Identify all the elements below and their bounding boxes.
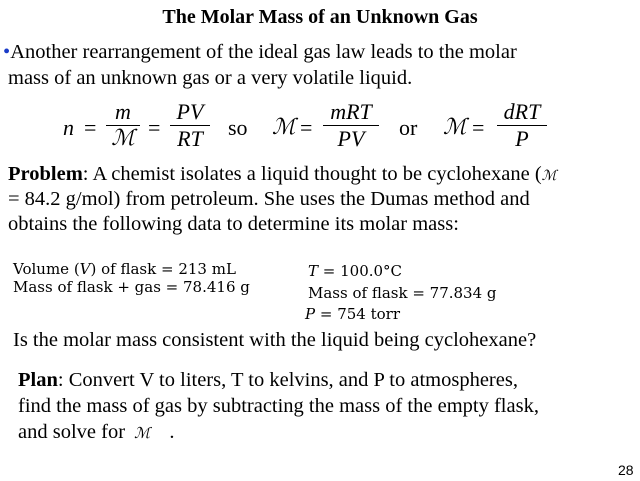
plan-text-3: and solve for xyxy=(18,421,126,443)
frac-den-PV: PV xyxy=(337,126,365,151)
problem-line-1 xyxy=(8,162,557,188)
eq-or: or xyxy=(399,115,418,140)
plan-line-3 xyxy=(18,420,174,445)
eq-M-2: ℳ xyxy=(443,115,467,140)
problem-line-3: obtains the following data to determine its molar mass: xyxy=(8,213,459,235)
frac-num-m: m xyxy=(115,99,131,124)
bullet-marker: • xyxy=(3,41,11,63)
eq-n: n xyxy=(63,115,74,140)
problem-M-symbol: ℳ xyxy=(541,168,557,184)
plan-text-1: : Convert V to liters, T to kelvins, and P to atmospheres, xyxy=(57,369,518,391)
bullet-text-1: Another rearrangement of the ideal gas law leads to the molar xyxy=(10,41,517,63)
data-temperature xyxy=(308,262,402,280)
temp-var: T xyxy=(308,262,319,280)
problem-text-1: : A chemist isolates a liquid thought to be cyclohexane ( xyxy=(82,163,542,185)
frac-den-P: P xyxy=(515,126,529,151)
volume-var: V xyxy=(79,260,91,278)
fraction-dRT-over-P xyxy=(497,100,547,151)
eq-equals-4: = xyxy=(472,115,485,140)
slide-title: The Molar Mass of an Unknown Gas xyxy=(162,6,478,28)
plan-label: Plan xyxy=(18,369,58,391)
question-text: Is the molar mass consistent with the liquid being cyclohexane? xyxy=(13,329,537,351)
temp-rest: = 100.0°C xyxy=(318,262,403,280)
data-pressure xyxy=(305,305,400,323)
pres-rest: = 754 torr xyxy=(315,305,400,323)
eq-equals-2: = xyxy=(148,115,161,140)
volume-rest: ) of flask = 213 mL xyxy=(90,260,236,278)
pres-var: P xyxy=(305,305,316,323)
frac-den-RT: RT xyxy=(177,126,203,151)
fraction-m-over-M xyxy=(106,100,140,151)
plan-period: . xyxy=(169,421,175,443)
data-mass-gas: Mass of flask + gas = 78.416 g xyxy=(13,278,250,296)
data-mass-flask: Mass of flask = 77.834 g xyxy=(308,284,497,302)
plan-M-symbol: ℳ xyxy=(134,424,151,442)
bullet-line-1 xyxy=(3,40,517,64)
eq-equals-1: = xyxy=(84,115,97,140)
eq-so: so xyxy=(228,115,248,140)
plan-line-2: find the mass of gas by subtracting the mass of the empty flask, xyxy=(18,395,539,417)
volume-label: Volume ( xyxy=(13,260,80,278)
problem-label: Problem xyxy=(8,163,83,185)
frac-den-M: ℳ xyxy=(111,126,135,151)
fraction-mRT-over-PV xyxy=(323,100,379,151)
plan-line-1 xyxy=(18,368,518,392)
fraction-PV-over-RT xyxy=(170,100,210,151)
bullet-line-2: mass of an unknown gas or a very volatile liquid. xyxy=(8,67,413,89)
data-volume xyxy=(13,260,236,278)
frac-num-dRT: dRT xyxy=(503,99,541,124)
frac-num-PV: PV xyxy=(176,99,204,124)
frac-num-mRT: mRT xyxy=(330,99,372,124)
problem-line-2: = 84.2 g/mol) from petroleum. She uses the Dumas method and xyxy=(8,188,530,210)
eq-equals-3: = xyxy=(300,115,313,140)
eq-M-1: ℳ xyxy=(272,115,296,140)
page-number: 28 xyxy=(618,462,634,478)
